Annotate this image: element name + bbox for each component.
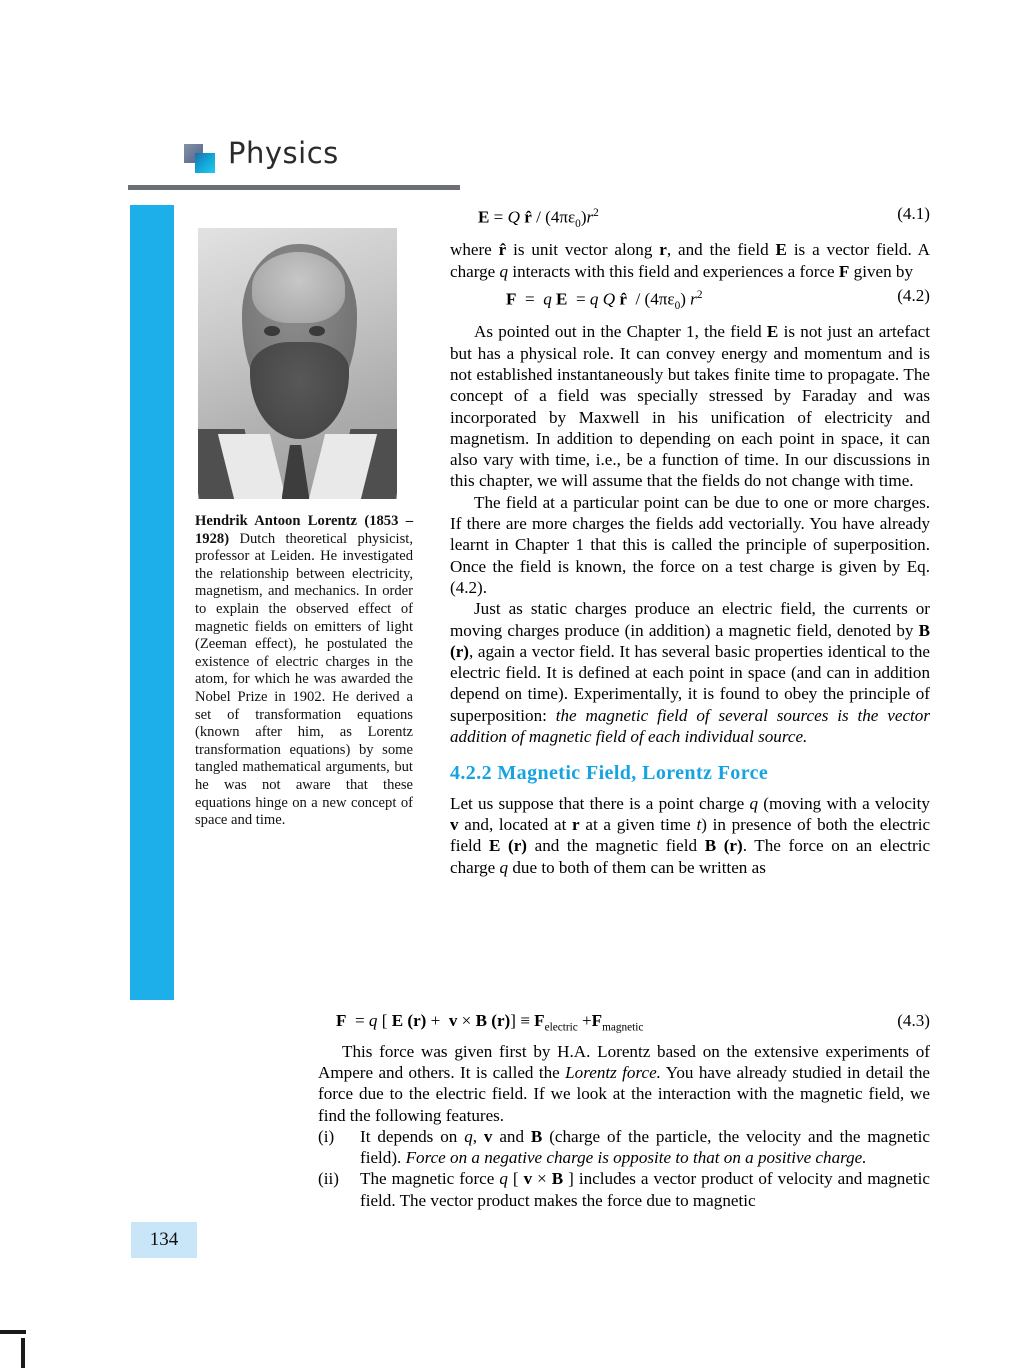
page-header: [128, 136, 460, 194]
paragraph-where-r: where r̂ is unit vector along r, and the field E is a vector field. A charge q interacts with this field and experiences a force F given by: [450, 240, 930, 281]
header-divider: [128, 185, 460, 190]
equation-4-3-number: (4.3): [897, 1011, 930, 1030]
para-where-seg2: , and the field: [666, 240, 769, 260]
para-artefact-seg1: As pointed out in the Chapter 1, the field: [474, 322, 762, 342]
equation-4-2-body: F = q E = q Q r̂ / $(4\pi\varepsilon_0)$ $r^2$: [506, 288, 703, 313]
equation-4-2-number: (4.2): [897, 285, 930, 305]
para-letus-seg2: (moving with a velocity: [763, 793, 930, 813]
para-letus-seg6: and the magnetic field: [534, 836, 698, 856]
lorentz-portrait-image: [198, 228, 397, 499]
feature2-seg2: includes a vector product of velocity and magnetic field. The vector product makes the force due to magnetic: [360, 1169, 930, 1210]
biography-text: [195, 513, 413, 830]
feature2-seg1: The magnetic force: [360, 1169, 495, 1189]
crop-mark: [0, 1330, 36, 1368]
square-front-icon: [195, 153, 215, 173]
paragraph-field-point: The field at a particular point can be due to one or more charges. If there are more charges the fields add vectorially. You have already learnt in Chapter 1 that this is called the principle of superposition. Once the field is known, the force on a test charge is given by Eq. (4.2).: [450, 492, 930, 597]
feature1-seg2: and: [499, 1126, 525, 1146]
para-letus-seg1: Let us suppose that there is a point charge: [450, 793, 745, 813]
list-item: (i) It depends on q, v and B (charge of the particle, the velocity and the magnetic field). Force on a negative charge is opposite to that on a positive charge.: [318, 1126, 930, 1168]
para-where-seg4: interacts with this field and experiences a force: [512, 261, 835, 281]
features-list: [318, 1126, 930, 1211]
para-letus-seg8: due to both of them can be written as: [512, 857, 766, 877]
equation-4-1-body: E = Q r̂ / $(4\pi\varepsilon_0)r^2$: [478, 207, 599, 231]
list-item: (ii) The magnetic force q [ v × B ] includes a vector product of velocity and magnetic field. The vector product makes the force due to magnetic: [318, 1169, 930, 1210]
para-where-seg1: is unit vector along: [513, 240, 653, 260]
page-number-badge: [131, 1222, 197, 1258]
sidebar-vertical-label: HENDRIK ANTOON LORENTZ (1853 – 1928): [53, 561, 74, 974]
equation-4-2: [450, 285, 930, 317]
para-letus-seg7: . The force on an electric charge: [450, 836, 931, 877]
para-thisforce-seg2: You have already studied in detail the force due to the electric field. If we look at the interaction with the magnetic field, we find the following features.: [318, 1063, 930, 1125]
physics-logo-icon: [184, 144, 218, 176]
list-item-marker: (ii): [318, 1169, 339, 1189]
equation-4-1: [450, 203, 930, 235]
paragraph-artefact: As pointed out in the Chapter 1, the field E is not just an artefact but has a physical role. It can convey energy and momentum and is not established instantaneously but takes finite time to propagate. The concept of a field was specially stressed by Faraday and was incorporated by Maxwell in his unification of electricity and magnetism. In addition to depending on each point in space, it can also vary with time, i.e., be a function of time. In our discussions in this chapter, we will assume that the fields do not change with time.: [450, 322, 930, 491]
biography-body: Dutch theoretical physicist, professor at Leiden. He investigated the relationship between electricity, magnetism, and mechanics. In order to explain the observed effect of magnetic fields on emitters of light (Zeeman effect), he postulated the existence of electric charges in the atom, for which he was awarded the Nobel Prize in 1902. He derived a set of transformation equations (known after him, as Lorentz transformation equations) by some tangled mathematical arguments, but he was not aware that these equations hinge on a new concept of space and time.: [195, 530, 413, 829]
para-where-seg5: given by: [853, 261, 914, 281]
paragraph-just-as: Just as static charges produce an electric field, the currents or moving charges produce (in addition) a magnetic field, denoted by B (r), again a vector field. It has several basic properties identical to the electric field. It is defined at each point in space (and can in addition depend on time). Experimentally, it is found to obey the principle of superposition: the magnetic field of several sources is the vector addition of magnetic field of each individual source.: [450, 599, 930, 747]
page-number-text: 134: [149, 1229, 179, 1250]
para-justas-italic: the magnetic field of several sources is the vector addition of magnetic field of each individual source.: [450, 705, 930, 747]
para-artefact-seg2: is not just an artefact but has a physical role. It can convey energy and momentum and is not established instantaneously but takes finite time to propagate. The concept of a field was specially stressed by Faraday and was incorporated by Maxwell in his unification of electricity and magnetism. In addition to depending on each point in space, it can also vary with time, i.e., be a function of time. In our discussions in this chapter, we will assume that the fields do not change with time.: [450, 322, 930, 491]
sidebar-blue-band: [53, 205, 174, 1000]
biography-years: (1853 – 1928): [195, 513, 414, 547]
bottom-text-block: [318, 1010, 930, 1211]
list-item-marker: (i): [318, 1126, 335, 1146]
para-thisforce-italic: Lorentz force.: [565, 1063, 661, 1082]
para-justas-seg2: , again a vector field. It has several basic properties identical to the electric field. It is defined at each point in space (and can in addition depend on time). Experimentally, it is found to obey the principle of superposition:: [450, 641, 930, 725]
para-letus-seg4: at a given time: [585, 814, 691, 834]
equation-4-3-body: F = q [ E (r) + v × B $(r)] \equiv F_{electric} +F_{magnetic}$: [336, 1011, 644, 1034]
feature1-italic: Force on a negative charge is opposite to that on a positive charge.: [405, 1148, 867, 1168]
equation-4-3: [318, 1010, 930, 1039]
feature1-seg3: (charge of the particle, the velocity and the magnetic field).: [360, 1126, 930, 1168]
section-heading-4-2-2: 4.2.2 Magnetic Field, Lorentz Force: [450, 762, 769, 785]
equation-4-1-number: (4.1): [897, 204, 930, 223]
para-justas-seg1: Just as static charges produce an electric field, the currents or moving charges produce (in addition) a magnetic field, denoted by: [450, 599, 930, 640]
paragraph-this-force: [318, 1041, 930, 1126]
paragraph-let-us-suppose: Let us suppose that there is a point charge q (moving with a velocity v and, located at r at a given time t) in presence of both the electric field E (r) and the magnetic field B (r). The force on an electric charge q due to both of them can be written as: [450, 793, 931, 877]
biography-name: Hendrik Antoon Lorentz: [195, 513, 357, 529]
main-text-column: [450, 200, 930, 878]
para-where-seg3: is a vector field. A charge: [450, 240, 930, 281]
page-title: Physics: [228, 136, 339, 170]
para-thisforce-seg1: This force was given first by H.A. Lorentz based on the extensive experiments of Ampere and others. It is called the: [318, 1041, 930, 1082]
feature1-seg1: It depends on: [360, 1126, 458, 1146]
biography-column: [195, 228, 415, 830]
para-letus-seg5: ) in presence of both the electric field: [450, 814, 931, 856]
para-letus-seg3: and, located at: [464, 814, 567, 834]
